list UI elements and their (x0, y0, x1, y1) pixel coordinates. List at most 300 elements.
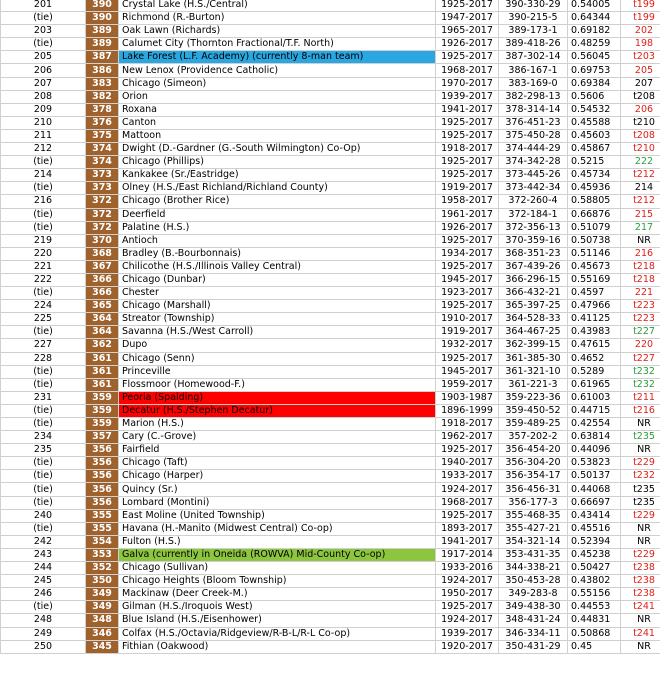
wins-cell: 368 (86, 247, 119, 260)
years-cell: 1919-2017 (436, 182, 499, 195)
school-cell: Richmond (R.-Burton) (119, 12, 436, 25)
school-cell: Chicago (Marshall) (119, 300, 436, 313)
wins-cell: 389 (86, 38, 119, 51)
years-cell: 1925-2017 (436, 300, 499, 313)
pct-cell: 0.63814 (568, 431, 621, 444)
school-cell: Chicago (Dunbar) (119, 273, 436, 286)
years-cell: 1925-2017 (436, 234, 499, 247)
rank-cell: (tie) (1, 326, 86, 339)
table-row (1, 260, 660, 273)
record-cell: 356-354-17 (499, 470, 568, 483)
rank-cell: 222 (1, 273, 86, 286)
prev-rank-cell: 215 (621, 208, 660, 221)
years-cell: 1924-2017 (436, 575, 499, 588)
pct-cell: 0.44553 (568, 601, 621, 614)
rank-cell: (tie) (1, 404, 86, 417)
years-cell: 1925-2017 (436, 601, 499, 614)
rank-cell: 216 (1, 195, 86, 208)
record-cell: 357-202-2 (499, 431, 568, 444)
wins-cell: 355 (86, 509, 119, 522)
school-cell: Decatur (H.S./Stephen Decatur) (119, 404, 436, 417)
school-cell: Mattoon (119, 129, 436, 142)
years-cell: 1919-2017 (436, 326, 499, 339)
pct-cell: 0.47966 (568, 300, 621, 313)
rank-cell: 206 (1, 64, 86, 77)
years-cell: 1961-2017 (436, 208, 499, 221)
table-row (1, 90, 660, 103)
table-row (1, 326, 660, 339)
years-cell: 1958-2017 (436, 195, 499, 208)
record-cell: 390-330-29 (499, 0, 568, 12)
wins-cell: 353 (86, 548, 119, 561)
rank-cell: 245 (1, 575, 86, 588)
years-cell: 1945-2017 (436, 365, 499, 378)
wins-cell: 364 (86, 326, 119, 339)
rankings-body (1, 0, 660, 653)
prev-rank-cell: 220 (621, 339, 660, 352)
record-cell: 356-177-3 (499, 496, 568, 509)
rank-cell: (tie) (1, 221, 86, 234)
wins-cell: 356 (86, 457, 119, 470)
years-cell: 1950-2017 (436, 588, 499, 601)
school-cell: Chicago (Sullivan) (119, 562, 436, 575)
school-cell: Orion (119, 90, 436, 103)
table-row (1, 51, 660, 64)
pct-cell: 0.48259 (568, 38, 621, 51)
wins-cell: 390 (86, 12, 119, 25)
school-cell: Crystal Lake (H.S./Central) (119, 0, 436, 12)
table-row (1, 627, 660, 640)
table-row (1, 562, 660, 575)
prev-rank-cell: t241 (621, 601, 660, 614)
years-cell: 1925-2017 (436, 156, 499, 169)
table-row (1, 470, 660, 483)
pct-cell: 0.51079 (568, 221, 621, 234)
pct-cell: 0.45238 (568, 548, 621, 561)
prev-rank-cell: t238 (621, 562, 660, 575)
table-row (1, 247, 660, 260)
record-cell: 361-321-10 (499, 365, 568, 378)
years-cell: 1925-2017 (436, 444, 499, 457)
years-cell: 1925-2017 (436, 116, 499, 129)
years-cell: 1925-2017 (436, 0, 499, 12)
school-cell: New Lenox (Providence Catholic) (119, 64, 436, 77)
wins-cell: 376 (86, 116, 119, 129)
record-cell: 366-296-15 (499, 273, 568, 286)
pct-cell: 0.44715 (568, 404, 621, 417)
rank-cell: 224 (1, 300, 86, 313)
record-cell: 349-438-30 (499, 601, 568, 614)
record-cell: 372-184-1 (499, 208, 568, 221)
rank-cell: 244 (1, 562, 86, 575)
pct-cell: 0.56045 (568, 51, 621, 64)
years-cell: 1925-2017 (436, 352, 499, 365)
years-cell: 1910-2017 (436, 313, 499, 326)
pct-cell: 0.43414 (568, 509, 621, 522)
wins-cell: 387 (86, 51, 119, 64)
rank-cell: 220 (1, 247, 86, 260)
school-cell: Fithian (Oakwood) (119, 640, 436, 653)
wins-cell: 362 (86, 339, 119, 352)
record-cell: 374-342-28 (499, 156, 568, 169)
record-cell: 362-399-15 (499, 339, 568, 352)
record-cell: 389-173-1 (499, 25, 568, 38)
pct-cell: 0.61003 (568, 391, 621, 404)
years-cell: 1934-2017 (436, 247, 499, 260)
record-cell: 370-359-16 (499, 234, 568, 247)
pct-cell: 0.45516 (568, 522, 621, 535)
wins-cell: 364 (86, 313, 119, 326)
school-cell: Antioch (119, 234, 436, 247)
prev-rank-cell: NR (621, 640, 660, 653)
rank-cell: (tie) (1, 378, 86, 391)
wins-cell: 366 (86, 287, 119, 300)
wins-cell: 374 (86, 156, 119, 169)
table-row (1, 273, 660, 286)
wins-cell: 375 (86, 129, 119, 142)
pct-cell: 0.50868 (568, 627, 621, 640)
prev-rank-cell: t211 (621, 391, 660, 404)
table-row (1, 601, 660, 614)
table-row (1, 588, 660, 601)
wins-cell: 378 (86, 103, 119, 116)
record-cell: 374-444-29 (499, 143, 568, 156)
wins-cell: 373 (86, 169, 119, 182)
record-cell: 353-431-35 (499, 548, 568, 561)
years-cell: 1968-2017 (436, 496, 499, 509)
table-row (1, 548, 660, 561)
rank-cell: (tie) (1, 483, 86, 496)
wins-cell: 382 (86, 90, 119, 103)
record-cell: 344-338-21 (499, 562, 568, 575)
school-cell: Deerfield (119, 208, 436, 221)
wins-cell: 389 (86, 25, 119, 38)
record-cell: 378-314-14 (499, 103, 568, 116)
table-row (1, 313, 660, 326)
rank-cell: 205 (1, 51, 86, 64)
wins-cell: 365 (86, 300, 119, 313)
rank-cell: 248 (1, 614, 86, 627)
pct-cell: 0.42554 (568, 418, 621, 431)
record-cell: 376-451-23 (499, 116, 568, 129)
pct-cell: 0.47615 (568, 339, 621, 352)
school-cell: Chicago (Phillips) (119, 156, 436, 169)
years-cell: 1940-2017 (436, 457, 499, 470)
rank-cell: (tie) (1, 208, 86, 221)
pct-cell: 0.44068 (568, 483, 621, 496)
school-cell: Chicago (Brother Rice) (119, 195, 436, 208)
table-row (1, 77, 660, 90)
school-cell: Princeville (119, 365, 436, 378)
rank-cell: (tie) (1, 38, 86, 51)
record-cell: 383-169-0 (499, 77, 568, 90)
prev-rank-cell: NR (621, 535, 660, 548)
table-row (1, 221, 660, 234)
school-cell: Fulton (H.S.) (119, 535, 436, 548)
table-row (1, 339, 660, 352)
record-cell: 356-454-20 (499, 444, 568, 457)
table-row (1, 418, 660, 431)
prev-rank-cell: t235 (621, 483, 660, 496)
prev-rank-cell: NR (621, 522, 660, 535)
rank-cell: (tie) (1, 182, 86, 195)
table-row (1, 509, 660, 522)
prev-rank-cell: t210 (621, 143, 660, 156)
table-row (1, 25, 660, 38)
wins-cell: 386 (86, 64, 119, 77)
prev-rank-cell: NR (621, 234, 660, 247)
rank-cell: (tie) (1, 522, 86, 535)
record-cell: 359-450-52 (499, 404, 568, 417)
prev-rank-cell: 205 (621, 64, 660, 77)
prev-rank-cell: t223 (621, 300, 660, 313)
pct-cell: 0.52394 (568, 535, 621, 548)
prev-rank-cell: t229 (621, 457, 660, 470)
rank-cell: 203 (1, 25, 86, 38)
prev-rank-cell: 216 (621, 247, 660, 260)
rank-cell: 211 (1, 129, 86, 142)
record-cell: 356-304-20 (499, 457, 568, 470)
table-row (1, 614, 660, 627)
years-cell: 1925-2017 (436, 129, 499, 142)
record-cell: 346-334-11 (499, 627, 568, 640)
school-cell: Flossmoor (Homewood-F.) (119, 378, 436, 391)
record-cell: 382-298-13 (499, 90, 568, 103)
wins-cell: 366 (86, 273, 119, 286)
table-row (1, 103, 660, 116)
years-cell: 1965-2017 (436, 25, 499, 38)
table-row (1, 444, 660, 457)
prev-rank-cell: t235 (621, 496, 660, 509)
prev-rank-cell: 206 (621, 103, 660, 116)
wins-cell: 357 (86, 431, 119, 444)
rank-cell: 243 (1, 548, 86, 561)
prev-rank-cell: 207 (621, 77, 660, 90)
pct-cell: 0.53823 (568, 457, 621, 470)
wins-cell: 349 (86, 588, 119, 601)
school-cell: Canton (119, 116, 436, 129)
prev-rank-cell: t210 (621, 116, 660, 129)
wins-cell: 390 (86, 0, 119, 12)
table-row (1, 195, 660, 208)
school-cell: Oak Lawn (Richards) (119, 25, 436, 38)
pct-cell: 0.41125 (568, 313, 621, 326)
wins-cell: 374 (86, 143, 119, 156)
record-cell: 365-397-25 (499, 300, 568, 313)
rank-cell: 249 (1, 627, 86, 640)
rank-cell: 242 (1, 535, 86, 548)
school-cell: Peoria (Spalding) (119, 391, 436, 404)
years-cell: 1893-2017 (436, 522, 499, 535)
years-cell: 1926-2017 (436, 221, 499, 234)
school-cell: Calumet City (Thornton Fractional/T.F. North) (119, 38, 436, 51)
years-cell: 1945-2017 (436, 273, 499, 286)
years-cell: 1925-2017 (436, 509, 499, 522)
school-cell: Olney (H.S./East Richland/Richland County) (119, 182, 436, 195)
prev-rank-cell: t235 (621, 431, 660, 444)
pct-cell: 0.45603 (568, 129, 621, 142)
years-cell: 1924-2017 (436, 614, 499, 627)
years-cell: 1933-2016 (436, 562, 499, 575)
years-cell: 1941-2017 (436, 103, 499, 116)
record-cell: 348-431-24 (499, 614, 568, 627)
pct-cell: 0.45588 (568, 116, 621, 129)
school-cell: Havana (H.-Manito (Midwest Central) Co-op) (119, 522, 436, 535)
table-row (1, 391, 660, 404)
rank-cell: 231 (1, 391, 86, 404)
pct-cell: 0.5289 (568, 365, 621, 378)
years-cell: 1918-2017 (436, 143, 499, 156)
pct-cell: 0.45936 (568, 182, 621, 195)
table-row (1, 404, 660, 417)
years-cell: 1939-2017 (436, 627, 499, 640)
table-row (1, 12, 660, 25)
prev-rank-cell: t238 (621, 575, 660, 588)
table-row (1, 483, 660, 496)
wins-cell: 356 (86, 483, 119, 496)
school-cell: Lombard (Montini) (119, 496, 436, 509)
prev-rank-cell: 217 (621, 221, 660, 234)
record-cell: 366-432-21 (499, 287, 568, 300)
table-row (1, 169, 660, 182)
pct-cell: 0.4597 (568, 287, 621, 300)
school-cell: Chicago (Simeon) (119, 77, 436, 90)
school-cell: Blue Island (H.S./Eisenhower) (119, 614, 436, 627)
rank-cell: (tie) (1, 601, 86, 614)
pct-cell: 0.55156 (568, 588, 621, 601)
record-cell: 355-468-35 (499, 509, 568, 522)
table-row (1, 287, 660, 300)
record-cell: 364-528-33 (499, 313, 568, 326)
wins-cell: 349 (86, 601, 119, 614)
wins-cell: 370 (86, 234, 119, 247)
years-cell: 1970-2017 (436, 77, 499, 90)
school-cell: Chicago (Harper) (119, 470, 436, 483)
prev-rank-cell: 222 (621, 156, 660, 169)
wins-cell: 348 (86, 614, 119, 627)
rank-cell: 227 (1, 339, 86, 352)
rank-cell: (tie) (1, 12, 86, 25)
pct-cell: 0.45734 (568, 169, 621, 182)
rank-cell: 208 (1, 90, 86, 103)
prev-rank-cell: t212 (621, 195, 660, 208)
wins-cell: 361 (86, 365, 119, 378)
pct-cell: 0.45673 (568, 260, 621, 273)
table-row (1, 156, 660, 169)
prev-rank-cell: t238 (621, 588, 660, 601)
pct-cell: 0.50427 (568, 562, 621, 575)
years-cell: 1932-2017 (436, 339, 499, 352)
record-cell: 364-467-25 (499, 326, 568, 339)
wins-cell: 356 (86, 496, 119, 509)
school-cell: Savanna (H.S./West Carroll) (119, 326, 436, 339)
table-row (1, 129, 660, 142)
wins-cell: 345 (86, 640, 119, 653)
pct-cell: 0.50137 (568, 470, 621, 483)
school-cell: Dwight (D.-Gardner (G.-South Wilmington) Co-Op) (119, 143, 436, 156)
record-cell: 356-456-31 (499, 483, 568, 496)
years-cell: 1903-1987 (436, 391, 499, 404)
wins-cell: 354 (86, 535, 119, 548)
wins-cell: 355 (86, 522, 119, 535)
table-row (1, 64, 660, 77)
record-cell: 373-445-26 (499, 169, 568, 182)
rank-cell: 214 (1, 169, 86, 182)
table-row (1, 234, 660, 247)
rank-cell: (tie) (1, 418, 86, 431)
prev-rank-cell: t232 (621, 470, 660, 483)
record-cell: 390-215-5 (499, 12, 568, 25)
table-row (1, 300, 660, 313)
table-row (1, 378, 660, 391)
record-cell: 389-418-26 (499, 38, 568, 51)
wins-cell: 359 (86, 418, 119, 431)
table-row (1, 38, 660, 51)
years-cell: 1926-2017 (436, 38, 499, 51)
wins-cell: 367 (86, 260, 119, 273)
wins-cell: 350 (86, 575, 119, 588)
years-cell: 1947-2017 (436, 12, 499, 25)
pct-cell: 0.54005 (568, 0, 621, 12)
wins-cell: 372 (86, 208, 119, 221)
prev-rank-cell: t208 (621, 129, 660, 142)
years-cell: 1918-2017 (436, 418, 499, 431)
table-row (1, 0, 660, 12)
school-cell: Gilman (H.S./Iroquois West) (119, 601, 436, 614)
wins-cell: 352 (86, 562, 119, 575)
rank-cell: 221 (1, 260, 86, 273)
wins-cell: 383 (86, 77, 119, 90)
rank-cell: 201 (1, 0, 86, 12)
years-cell: 1941-2017 (436, 535, 499, 548)
prev-rank-cell: NR (621, 614, 660, 627)
record-cell: 367-439-26 (499, 260, 568, 273)
school-cell: Colfax (H.S./Octavia/Ridgeview/R-B-L/R-L Co-op) (119, 627, 436, 640)
years-cell: 1925-2017 (436, 169, 499, 182)
rank-cell: (tie) (1, 287, 86, 300)
prev-rank-cell: 202 (621, 25, 660, 38)
school-cell: Bradley (B.-Bourbonnais) (119, 247, 436, 260)
record-cell: 387-302-14 (499, 51, 568, 64)
rank-cell: 234 (1, 431, 86, 444)
rank-cell: 225 (1, 313, 86, 326)
record-cell: 359-223-36 (499, 391, 568, 404)
prev-rank-cell: t229 (621, 509, 660, 522)
school-cell: East Moline (United Township) (119, 509, 436, 522)
record-cell: 372-356-13 (499, 221, 568, 234)
wins-cell: 361 (86, 378, 119, 391)
rank-cell: 207 (1, 77, 86, 90)
record-cell: 375-450-28 (499, 129, 568, 142)
wins-cell: 359 (86, 391, 119, 404)
record-cell: 349-283-8 (499, 588, 568, 601)
pct-cell: 0.5606 (568, 90, 621, 103)
table-row (1, 431, 660, 444)
pct-cell: 0.69182 (568, 25, 621, 38)
pct-cell: 0.44831 (568, 614, 621, 627)
prev-rank-cell: t199 (621, 12, 660, 25)
record-cell: 386-167-1 (499, 64, 568, 77)
rank-cell: 209 (1, 103, 86, 116)
years-cell: 1962-2017 (436, 431, 499, 444)
rank-cell: 235 (1, 444, 86, 457)
prev-rank-cell: t218 (621, 273, 660, 286)
prev-rank-cell: t232 (621, 378, 660, 391)
rank-cell: 246 (1, 588, 86, 601)
school-cell: Streator (Township) (119, 313, 436, 326)
years-cell: 1925-2017 (436, 51, 499, 64)
prev-rank-cell: t241 (621, 627, 660, 640)
